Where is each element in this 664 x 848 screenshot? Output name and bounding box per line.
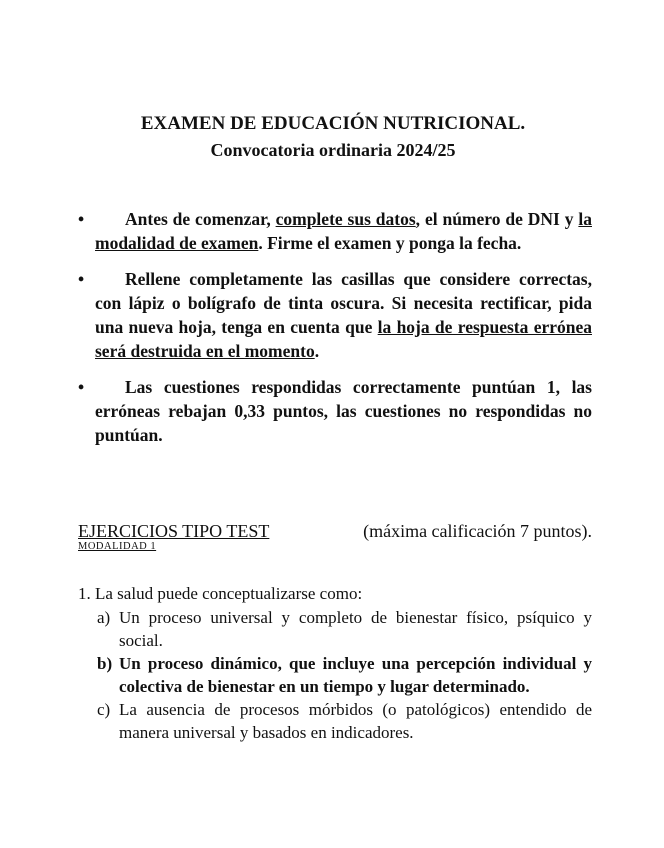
answer-text: Un proceso dinámico, que incluye una percepción individual y colectiva de bienestar en un tiempo y lugar determinado.: [119, 654, 592, 696]
answer-letter: c): [97, 700, 111, 719]
instruction-item: • Antes de comenzar, complete sus datos, el número de DNI y la modalidad de examen. Firme el examen y ponga la fecha.: [78, 209, 592, 253]
answer-list: [78, 606, 592, 744]
question-text: 1. La salud puede conceptualizarse como:: [78, 584, 363, 603]
section-title: EJERCICIOS TIPO TEST: [78, 521, 270, 541]
answer-text: Un proceso universal y completo de bienestar físico, psíquico y social.: [119, 608, 592, 650]
instructions-list: [78, 207, 592, 459]
answer-letter: a): [97, 608, 111, 627]
exam-title: EXAMEN DE EDUCACIÓN NUTRICIONAL.: [140, 113, 526, 134]
answer-option-a: [78, 606, 592, 652]
answer-option-b: [78, 652, 592, 698]
answer-text: La ausencia de procesos mórbidos (o patológicos) entendido de manera universal y basados en indicadores.: [119, 700, 592, 742]
instruction-item: • Las cuestiones respondidas correctamente puntúan 1, las erróneas rebajan 0,33 puntos, las cuestiones no respondidas no puntúan.: [78, 377, 592, 445]
underlined-text: la modalidad de examen: [95, 209, 592, 253]
exam-header: [0, 111, 664, 163]
section-note: (máxima calificación 7 puntos).: [363, 521, 592, 541]
modalidad-label: MODALIDAD 1: [78, 541, 157, 552]
answer-letter: b): [97, 654, 113, 673]
test-section-heading: [78, 519, 592, 553]
instruction-item: • Rellene completamente las casillas que considere correctas, con lápiz o bolígrafo de tinta oscura. Si necesita rectificar, pida una nueva hoja, tenga en cuenta que la hoja de respuesta errónea será destruida en el momento.: [78, 269, 592, 361]
bullet-icon: •: [78, 377, 85, 397]
underlined-text: la hoja de respuesta errónea será destruida en el momento: [95, 317, 592, 361]
underlined-text: complete sus datos: [275, 209, 416, 229]
answer-option-c: [78, 698, 592, 744]
bullet-icon: •: [78, 209, 85, 229]
exam-subtitle: Convocatoria ordinaria 2024/25: [210, 140, 456, 160]
question-1: [78, 582, 592, 744]
bullet-icon: •: [78, 269, 85, 289]
